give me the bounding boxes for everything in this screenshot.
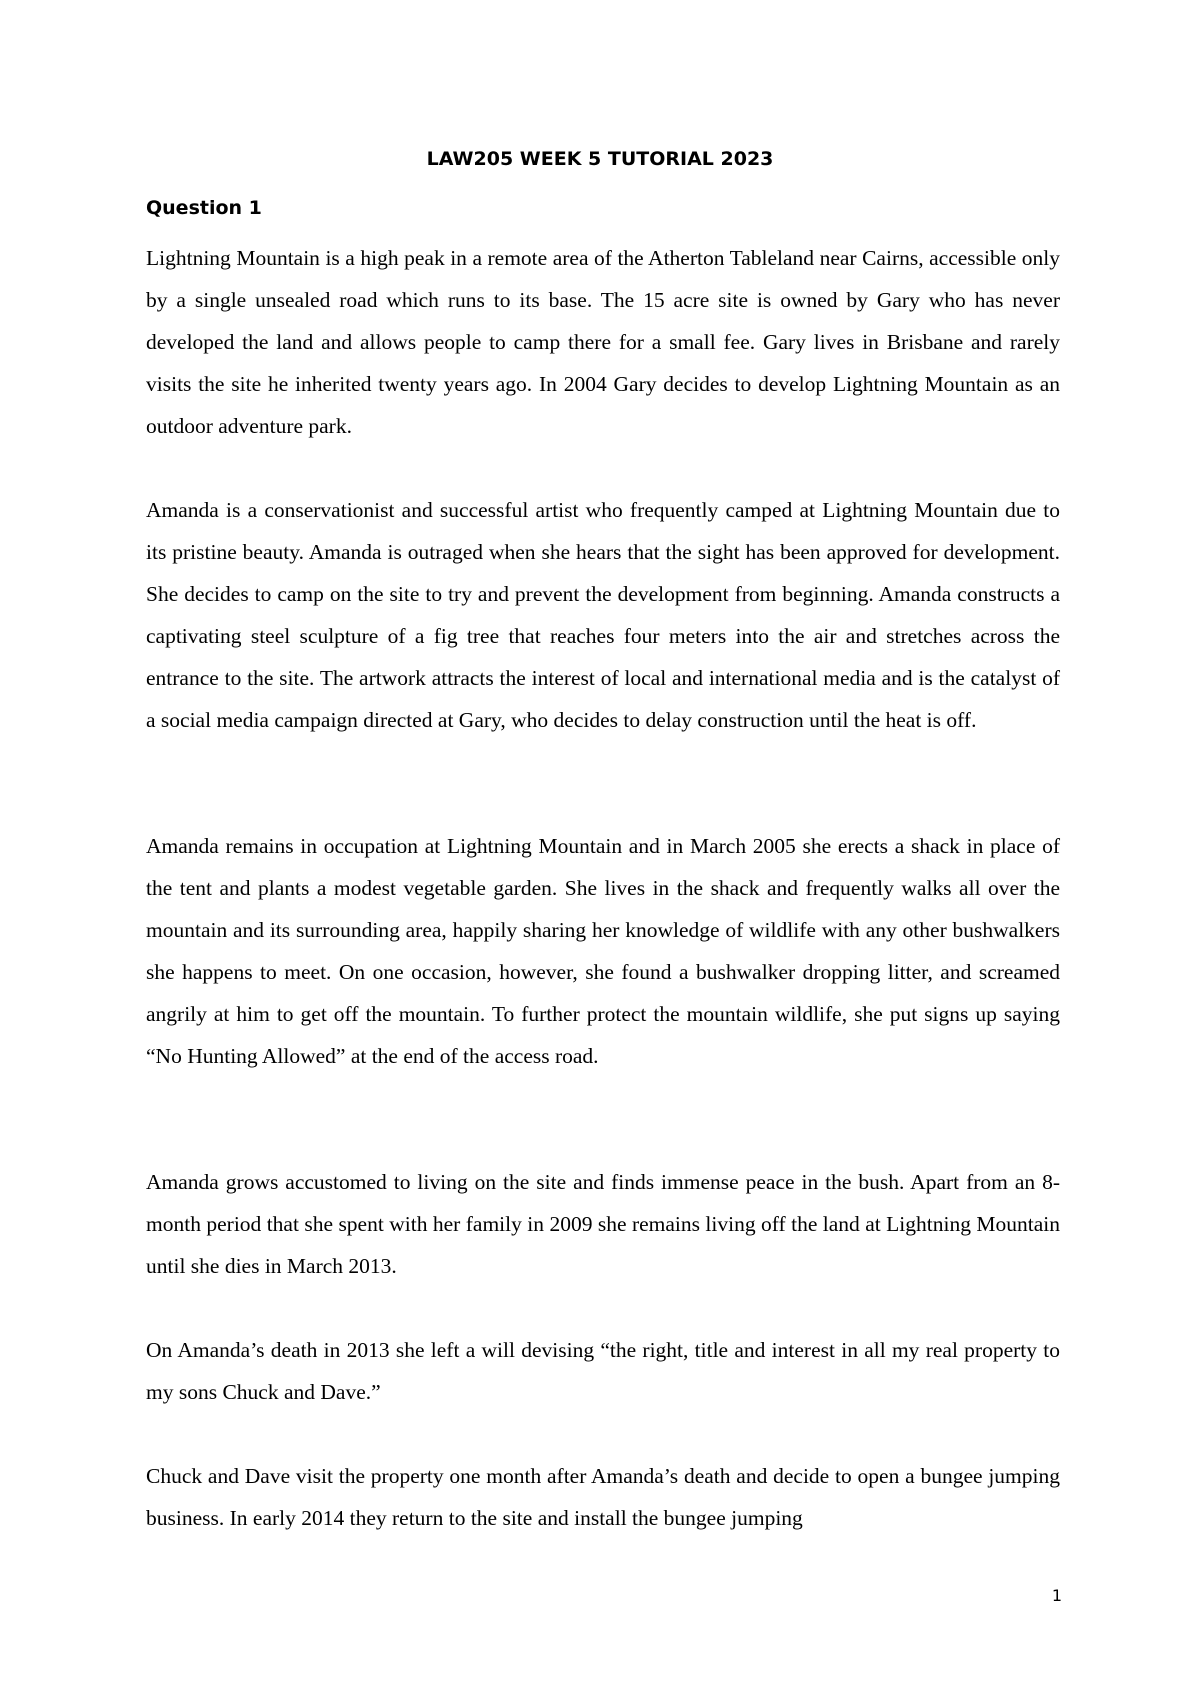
paragraph-2: Amanda is a conservationist and successful artist who frequently camped at Lightning Mountain due to its pristine beauty. Amanda is outraged when she hears that the sight has been approved for development. She decides to camp on the site to try and prevent the development from beginning. Amanda constructs a captivating steel sculpture of a fig tree that reaches four meters into the air and stretches across the entrance to the site. The artwork attracts the interest of local and international media and is the catalyst of a social media campaign directed at Gary, who decides to delay construction until the heat is off.	[146, 498, 1060, 732]
question-heading: Question 1	[146, 197, 262, 219]
paragraph-3: Amanda remains in occupation at Lightning Mountain and in March 2005 she erects a shack in place of the tent and plants a modest vegetable garden. She lives in the shack and frequently walks all over the mountain and its surrounding area, happily sharing her knowledge of wildlife with any other bushwalkers she happens to meet. On one occasion, however, she found a bushwalker dropping litter, and screamed angrily at him to get off the mountain. To further protect the mountain wildlife, she put signs up saying “No Hunting Allowed” at the end of the access road.	[146, 834, 1060, 1068]
page-number: 1	[1051, 1586, 1062, 1605]
paragraph-5: On Amanda’s death in 2013 she left a will devising “the right, title and interest in all my real property to my sons Chuck and Dave.”	[146, 1338, 1060, 1404]
paragraph-4: Amanda grows accustomed to living on the site and finds immense peace in the bush. Apart from an 8-month period that she spent with her family in 2009 she remains living off the land at Lightning Mountain until she dies in March 2013.	[146, 1170, 1060, 1278]
document-title: LAW205 WEEK 5 TUTORIAL 2023	[426, 148, 774, 170]
paragraph-1: Lightning Mountain is a high peak in a remote area of the Atherton Tableland near Cairns, accessible only by a single unsealed road which runs to its base. The 15 acre site is owned by Gary who has never developed the land and allows people to camp there for a small fee. Gary lives in Brisbane and rarely visits the site he inherited twenty years ago. In 2004 Gary decides to develop Lightning Mountain as an outdoor adventure park.	[146, 246, 1060, 438]
paragraph-6: Chuck and Dave visit the property one month after Amanda’s death and decide to open a bungee jumping business. In early 2014 they return to the site and install the bungee jumping	[146, 1464, 1060, 1530]
